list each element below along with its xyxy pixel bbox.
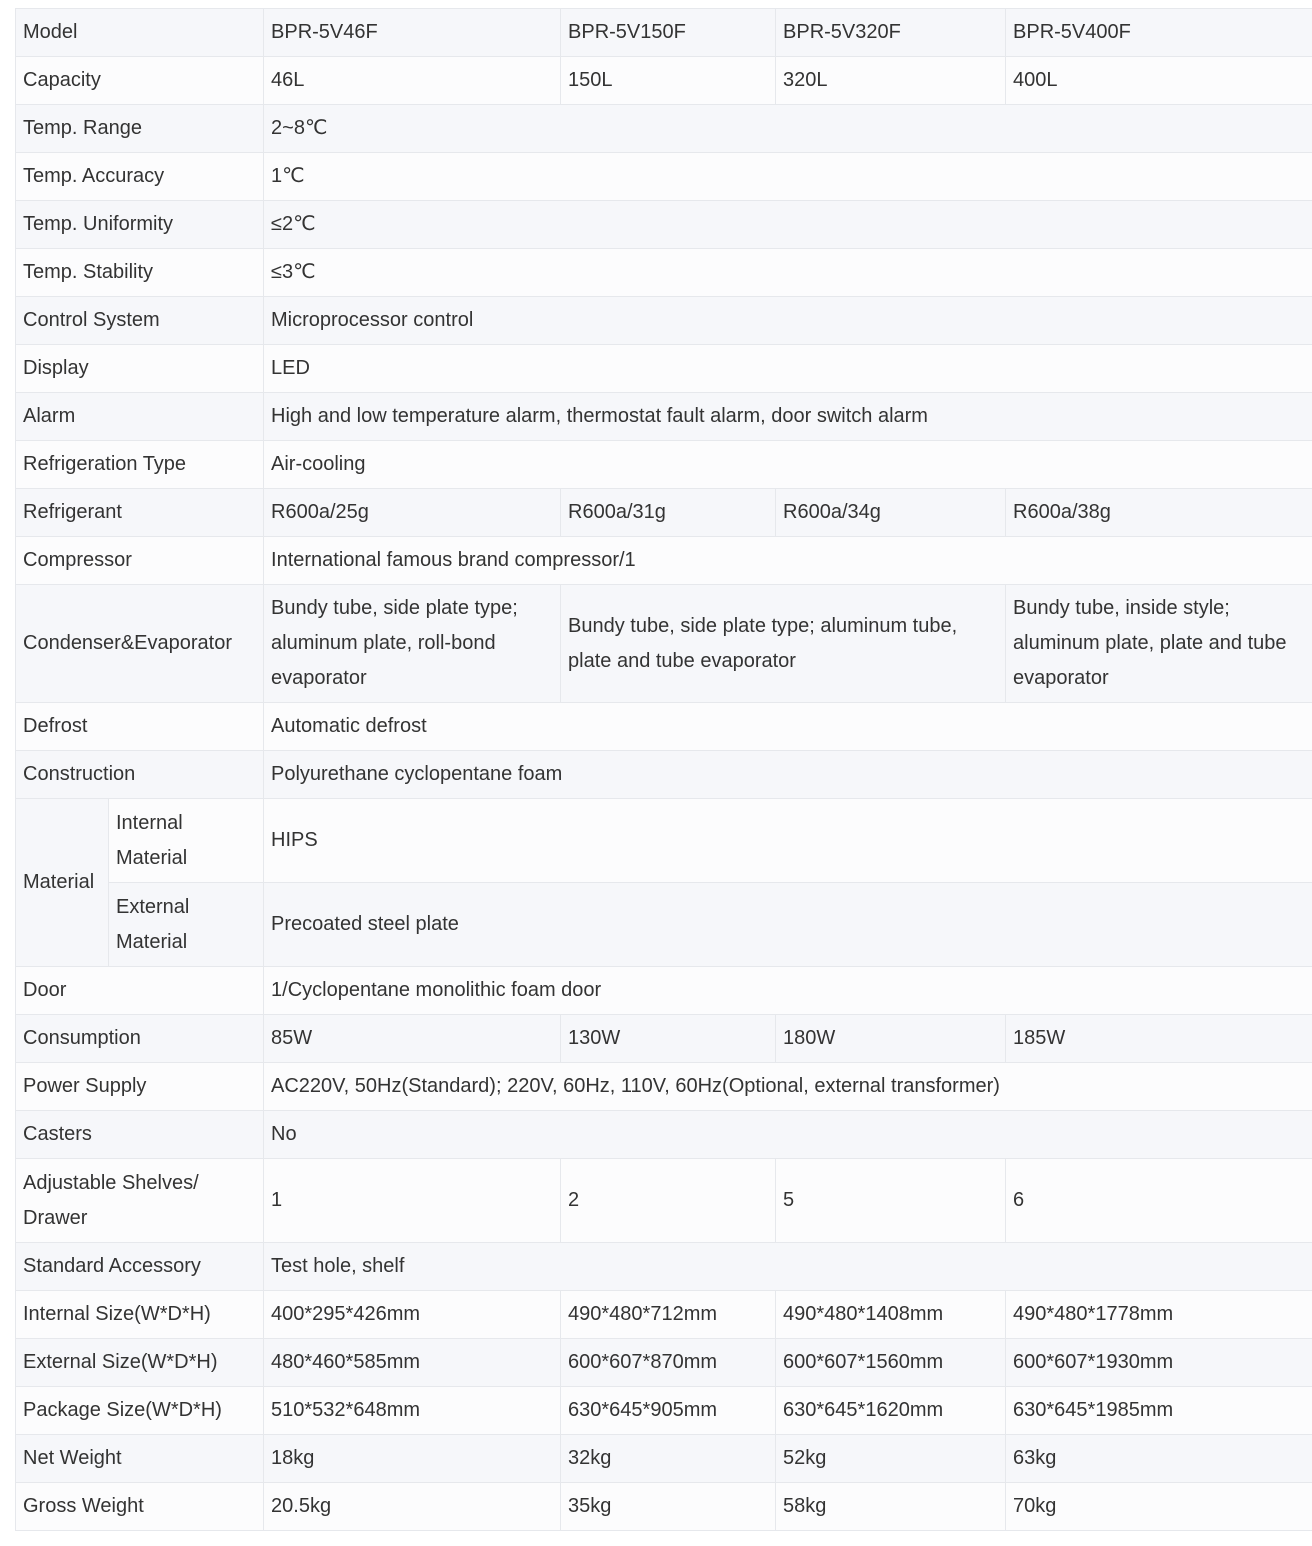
external-material-value: Precoated steel plate [264,883,1312,967]
row-control-system [16,297,1312,345]
gross-weight-2: 35kg [561,1483,776,1531]
label-consumption: Consumption [16,1015,264,1063]
label-material: Material [16,799,109,967]
power-supply-value: AC220V, 50Hz(Standard); 220V, 60Hz, 110V, 60Hz(Optional, external transformer) [264,1063,1312,1111]
construction-value: Polyurethane cyclopentane foam [264,751,1312,799]
row-temp-range [16,105,1312,153]
row-internal-size [16,1291,1312,1339]
label-construction: Construction [16,751,264,799]
temp-range-value: 2~8℃ [264,105,1312,153]
casters-value: No [264,1111,1312,1159]
label-external-material: External Material [109,883,264,967]
label-temp-stability: Temp. Stability [16,249,264,297]
label-internal-material: Internal Material [109,799,264,883]
label-package-size: Package Size(W*D*H) [16,1387,264,1435]
label-refrigerant: Refrigerant [16,489,264,537]
row-temp-stability [16,249,1312,297]
refrigeration-type-value: Air-cooling [264,441,1312,489]
shelves-4: 6 [1006,1159,1312,1243]
label-model: Model [16,9,264,57]
consumption-3: 180W [776,1015,1006,1063]
label-compressor: Compressor [16,537,264,585]
gross-weight-3: 58kg [776,1483,1006,1531]
row-internal-material [16,799,1312,883]
row-consumption [16,1015,1312,1063]
alarm-value: High and low temperature alarm, thermostat fault alarm, door switch alarm [264,393,1312,441]
row-casters [16,1111,1312,1159]
label-temp-accuracy: Temp. Accuracy [16,153,264,201]
model-4: BPR-5V400F [1006,9,1312,57]
row-refrigerant [16,489,1312,537]
defrost-value: Automatic defrost [264,703,1312,751]
condenser-evaporator-3: Bundy tube, inside style; aluminum plate, plate and tube evaporator [1006,585,1312,703]
row-condenser-evaporator [16,585,1312,703]
refrigerant-4: R600a/38g [1006,489,1312,537]
label-power-supply: Power Supply [16,1063,264,1111]
row-temp-accuracy [16,153,1312,201]
standard-accessory-value: Test hole, shelf [264,1243,1312,1291]
package-size-1: 510*532*648mm [264,1387,561,1435]
label-casters: Casters [16,1111,264,1159]
temp-accuracy-value: 1℃ [264,153,1312,201]
external-size-1: 480*460*585mm [264,1339,561,1387]
spec-table [15,8,1312,1531]
row-power-supply [16,1063,1312,1111]
label-adjustable-shelves: Adjustable Shelves/ Drawer [16,1159,264,1243]
label-temp-uniformity: Temp. Uniformity [16,201,264,249]
control-system-value: Microprocessor control [264,297,1312,345]
row-refrigeration-type [16,441,1312,489]
internal-size-2: 490*480*712mm [561,1291,776,1339]
model-3: BPR-5V320F [776,9,1006,57]
net-weight-3: 52kg [776,1435,1006,1483]
internal-material-value: HIPS [264,799,1312,883]
package-size-2: 630*645*905mm [561,1387,776,1435]
label-defrost: Defrost [16,703,264,751]
row-compressor [16,537,1312,585]
door-value: 1/Cyclopentane monolithic foam door [264,967,1312,1015]
shelves-3: 5 [776,1159,1006,1243]
row-door [16,967,1312,1015]
consumption-2: 130W [561,1015,776,1063]
label-condenser-evaporator: Condenser&Evaporator [16,585,264,703]
gross-weight-1: 20.5kg [264,1483,561,1531]
spec-table-container [15,8,1312,1531]
condenser-evaporator-2: Bundy tube, side plate type; aluminum tube, plate and tube evaporator [561,585,1006,703]
net-weight-4: 63kg [1006,1435,1312,1483]
model-2: BPR-5V150F [561,9,776,57]
label-internal-size: Internal Size(W*D*H) [16,1291,264,1339]
row-package-size [16,1387,1312,1435]
refrigerant-2: R600a/31g [561,489,776,537]
label-temp-range: Temp. Range [16,105,264,153]
temp-uniformity-value: ≤2℃ [264,201,1312,249]
shelves-1: 1 [264,1159,561,1243]
external-size-3: 600*607*1560mm [776,1339,1006,1387]
refrigerant-1: R600a/25g [264,489,561,537]
capacity-3: 320L [776,57,1006,105]
label-refrigeration-type: Refrigeration Type [16,441,264,489]
external-size-2: 600*607*870mm [561,1339,776,1387]
row-standard-accessory [16,1243,1312,1291]
net-weight-1: 18kg [264,1435,561,1483]
capacity-1: 46L [264,57,561,105]
condenser-evaporator-1: Bundy tube, side plate type; aluminum plate, roll-bond evaporator [264,585,561,703]
row-temp-uniformity [16,201,1312,249]
row-net-weight [16,1435,1312,1483]
display-value: LED [264,345,1312,393]
row-defrost [16,703,1312,751]
package-size-4: 630*645*1985mm [1006,1387,1312,1435]
compressor-value: International famous brand compressor/1 [264,537,1312,585]
model-1: BPR-5V46F [264,9,561,57]
row-gross-weight [16,1483,1312,1531]
row-adjustable-shelves [16,1159,1312,1243]
row-capacity [16,57,1312,105]
label-control-system: Control System [16,297,264,345]
row-construction [16,751,1312,799]
capacity-2: 150L [561,57,776,105]
capacity-4: 400L [1006,57,1312,105]
shelves-2: 2 [561,1159,776,1243]
row-external-size [16,1339,1312,1387]
consumption-4: 185W [1006,1015,1312,1063]
external-size-4: 600*607*1930mm [1006,1339,1312,1387]
gross-weight-4: 70kg [1006,1483,1312,1531]
row-model [16,9,1312,57]
refrigerant-3: R600a/34g [776,489,1006,537]
label-net-weight: Net Weight [16,1435,264,1483]
temp-stability-value: ≤3℃ [264,249,1312,297]
row-external-material [16,883,1312,967]
label-display: Display [16,345,264,393]
consumption-1: 85W [264,1015,561,1063]
package-size-3: 630*645*1620mm [776,1387,1006,1435]
label-standard-accessory: Standard Accessory [16,1243,264,1291]
row-display [16,345,1312,393]
internal-size-3: 490*480*1408mm [776,1291,1006,1339]
label-alarm: Alarm [16,393,264,441]
label-external-size: External Size(W*D*H) [16,1339,264,1387]
net-weight-2: 32kg [561,1435,776,1483]
row-alarm [16,393,1312,441]
internal-size-1: 400*295*426mm [264,1291,561,1339]
label-gross-weight: Gross Weight [16,1483,264,1531]
label-capacity: Capacity [16,57,264,105]
internal-size-4: 490*480*1778mm [1006,1291,1312,1339]
label-door: Door [16,967,264,1015]
